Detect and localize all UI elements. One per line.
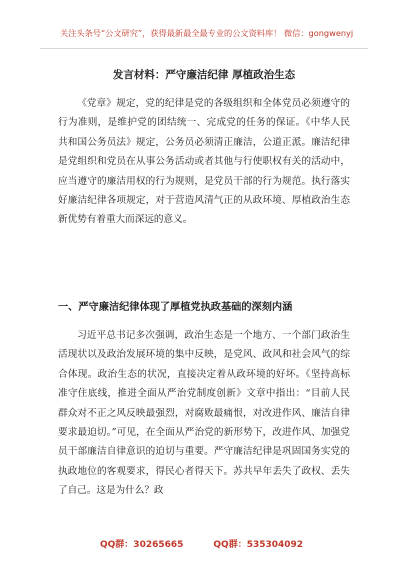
section-paragraph: 习近平总书记多次强调，政治生态是一个地方、一个部门政治生活现状以及政治发展环境的集中反映，是党风、政风和社会风气的综合体现。政治生态的状况，直接决定着从政环境的好坏。《坚持高标准守住底线，推进全面从严治党制度创新》文章中指出：“目前人民群众对不正之风反映最强烈，对腐败最痛恨，对改进作风、廉洁自律要求最迫切。”可见，在全面从严治党的新形势下，改进作风、加强党员干部廉洁自律意识的迫切与重要。严守廉洁纪律是巩固国务实党的执政地位的客观要求，得民心者得天下。苏共早年丢失了政权、丢失了自己。这是为什么？政 (58, 330, 350, 497)
document-title: 发言材料：严守廉洁纪律 厚植政治生态 (112, 69, 296, 81)
header-divider (40, 48, 368, 49)
qq-group-1: QQ群：30265665 (100, 540, 184, 550)
intro-paragraph: 《党章》规定，党的纪律是党的各级组织和全体党员必须遵守的行为准则，是维护党的团结统一、完成党的任务的保证。《中华人民共和国公务员法》规定，公务员必须清正廉洁，公道正派。廉洁纪律是党组织和党员在从事公务活动或者其他与行使职权有关的活动中，应当遵守的廉洁用权的行为规则，是党员干部的行为规范。执行落实好廉洁纪律各项规定，对于营造风清气正的从政环境、厚植政治生态新优势有着重大而深远的意义。 (58, 98, 350, 226)
header-banner: 关注头条号“公文研究”，获得最新最全最专业的公文资料库！ 微信：gongwenyj (60, 28, 354, 38)
section-heading: 一、严守廉洁纪律体现了厚植党执政基础的深刻内涵 (58, 301, 293, 313)
intro-section (58, 94, 350, 230)
qq-group-2: QQ群：535304092 (213, 540, 304, 550)
section-body (58, 326, 350, 501)
footer-contact (100, 538, 320, 552)
